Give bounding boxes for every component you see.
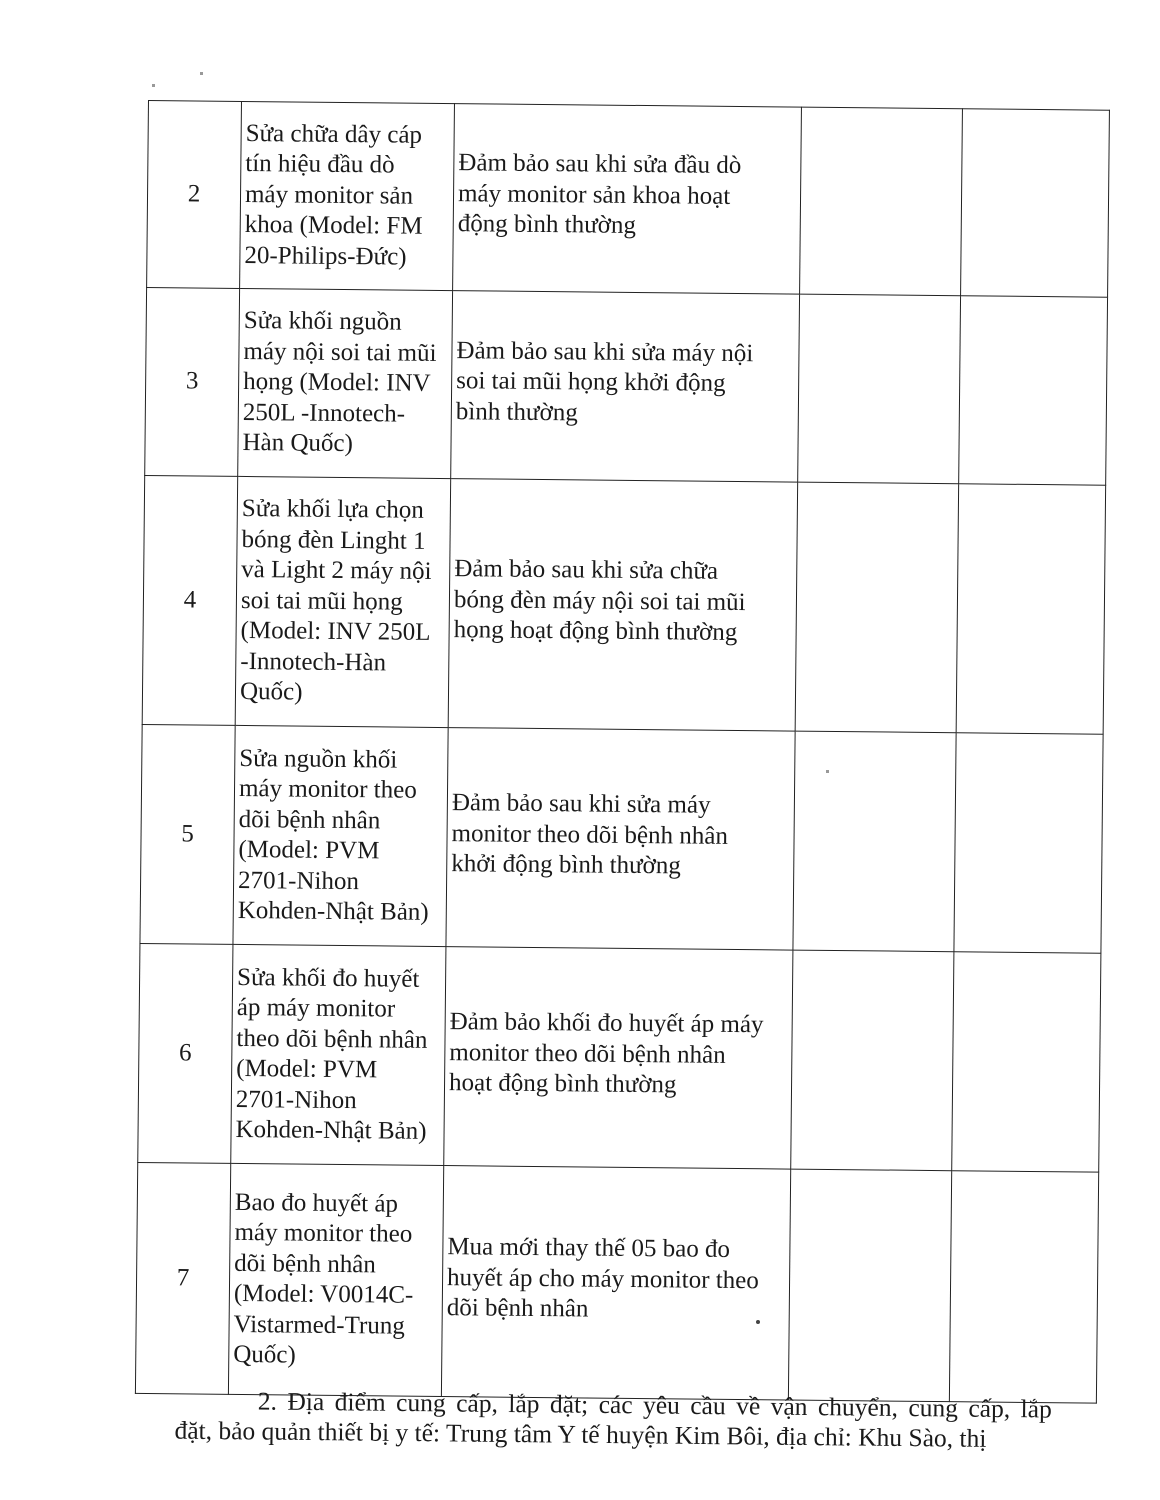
requirement-line: dõi bệnh nhân [446, 1294, 589, 1323]
item-name-line: Quốc) [233, 1340, 296, 1369]
item-name-line: Kohden-Nhật Bản) [235, 1115, 427, 1145]
table-wrapper [135, 100, 1110, 1404]
item-name-line: Sửa chữa dây cáp [245, 119, 423, 149]
empty-cell [798, 294, 961, 484]
item-name-line: Sửa khối nguồn [243, 307, 402, 336]
requirement-line: Đảm bảo sau khi sửa máy [451, 789, 711, 819]
item-name-line: (Model: PVM [236, 1054, 378, 1084]
row-number: 3 [145, 287, 240, 476]
item-name-cell [238, 288, 453, 478]
item-name-line: -Innotech-Hàn [240, 647, 387, 677]
empty-cell [788, 1169, 951, 1402]
item-name-line: soi tai mũi họng [240, 586, 403, 616]
scan-speck [756, 1320, 760, 1324]
requirement-line: bóng đèn máy nội soi tai mũi [453, 585, 746, 616]
requirement-line: monitor theo dõi bệnh nhân [449, 1038, 726, 1069]
requirement-line: huyết áp cho máy monitor theo [446, 1263, 759, 1294]
requirement-cell [448, 479, 798, 731]
requirement-line: hoạt động bình thường [448, 1069, 677, 1099]
delivery-location-paragraph [174, 1386, 1052, 1455]
item-name-line: bóng đèn Linght 1 [241, 525, 426, 555]
requirement-cell [446, 728, 795, 951]
item-name-line: Quốc) [239, 678, 303, 706]
requirement-line: monitor theo dõi bệnh nhân [451, 819, 729, 850]
item-name-line: máy monitor sản [244, 180, 414, 210]
empty-cell [949, 1171, 1098, 1403]
item-name-line: 20-Philips-Đức) [244, 241, 407, 271]
item-name-line: 250L -Innotech- [242, 398, 406, 428]
table-row [147, 101, 1110, 298]
item-name-line: 2701-Nihon [237, 866, 360, 895]
requirement-line: soi tai mũi họng khởi động [456, 367, 726, 398]
requirement-line: khởi động bình thường [451, 850, 681, 880]
empty-cell [800, 107, 963, 296]
requirement-cell [453, 104, 802, 295]
item-name-line: (Model: INV 250L [240, 617, 431, 647]
empty-cell [961, 109, 1110, 297]
empty-cell [959, 296, 1108, 485]
item-name-line: Vistarmed-Trung [233, 1310, 405, 1340]
table-row [138, 943, 1101, 1172]
item-name-line: Sửa nguồn khối [239, 744, 398, 774]
requirement-line: họng hoạt động bình thường [453, 616, 738, 647]
scan-speck [826, 770, 829, 773]
item-name-line: máy monitor theo [234, 1218, 413, 1248]
item-name-line: máy monitor theo [238, 774, 417, 804]
scan-speck [152, 84, 155, 87]
item-name-line: Hàn Quốc) [242, 429, 354, 458]
requirement-line: động bình thường [457, 210, 637, 240]
requirement-line: Đảm bảo sau khi sửa đầu dò [458, 149, 742, 180]
item-name-cell [228, 1163, 443, 1396]
paragraph-line: 2. Địa điểm cung cấp, lắp đặt; các yêu cầu về vận chuyển, cung cấp, lắp [257, 1386, 1052, 1424]
item-name-line: Sửa khối lựa chọn [241, 495, 424, 525]
empty-cell [793, 731, 956, 952]
row-number: 2 [147, 101, 242, 289]
item-name-cell [240, 101, 455, 290]
requirement-cell [444, 947, 793, 1170]
table-row [135, 1162, 1098, 1403]
table-row [140, 724, 1103, 953]
empty-cell [791, 950, 954, 1171]
row-number: 6 [138, 943, 233, 1163]
empty-cell [795, 482, 959, 733]
table-row [145, 287, 1108, 485]
item-name-line: máy nội soi tai mũi [243, 337, 437, 367]
item-name-line: theo dõi bệnh nhân [236, 1024, 428, 1054]
requirement-cell [451, 291, 800, 483]
requirement-line: Đảm bảo sau khi sửa chữa [454, 555, 719, 586]
requirement-line: Mua mới thay thế 05 bao đo [447, 1233, 731, 1264]
item-name-line: (Model: PVM [238, 835, 380, 865]
item-name-line: Bao đo huyết áp [234, 1188, 399, 1218]
row-number: 7 [135, 1162, 230, 1394]
item-name-cell [231, 944, 446, 1165]
empty-cell [952, 952, 1101, 1172]
empty-cell [954, 733, 1103, 953]
item-name-line: Kohden-Nhật Bản) [237, 896, 429, 926]
item-name-line: Sửa khối đo huyết [236, 963, 420, 993]
item-name-line: dõi bệnh nhân [234, 1249, 377, 1278]
item-name-cell [233, 725, 448, 946]
paragraph-line: đặt, bảo quản thiết bị y tế: Trung tâm Y tế huyện Kim Bôi, địa chỉ: Khu Sào, thị [174, 1415, 987, 1453]
requirement-line: máy monitor sản khoa hoạt [457, 179, 731, 210]
equipment-repair-table [135, 100, 1110, 1404]
item-name-line: họng (Model: INV [243, 368, 431, 398]
item-name-line: 2701-Nihon [235, 1085, 357, 1114]
requirement-cell [441, 1166, 790, 1401]
row-number: 5 [140, 724, 235, 944]
requirement-line: Đảm bảo khối đo huyết áp máy [449, 1008, 764, 1039]
empty-cell [956, 484, 1106, 734]
item-name-line: và Light 2 máy nội [241, 556, 432, 586]
item-name-line: khoa (Model: FM [244, 211, 423, 241]
item-name-line: tín hiệu đầu dò [245, 150, 395, 179]
requirement-line: bình thường [455, 397, 578, 427]
scan-speck [200, 72, 203, 75]
item-name-cell [235, 476, 451, 727]
item-name-line: dõi bệnh nhân [238, 805, 381, 834]
item-name-line: (Model: V0014C- [233, 1279, 414, 1309]
row-number: 4 [142, 475, 238, 725]
table-row [142, 475, 1105, 734]
requirement-line: Đảm bảo sau khi sửa máy nội [456, 336, 754, 367]
item-name-line: áp máy monitor [236, 993, 396, 1023]
